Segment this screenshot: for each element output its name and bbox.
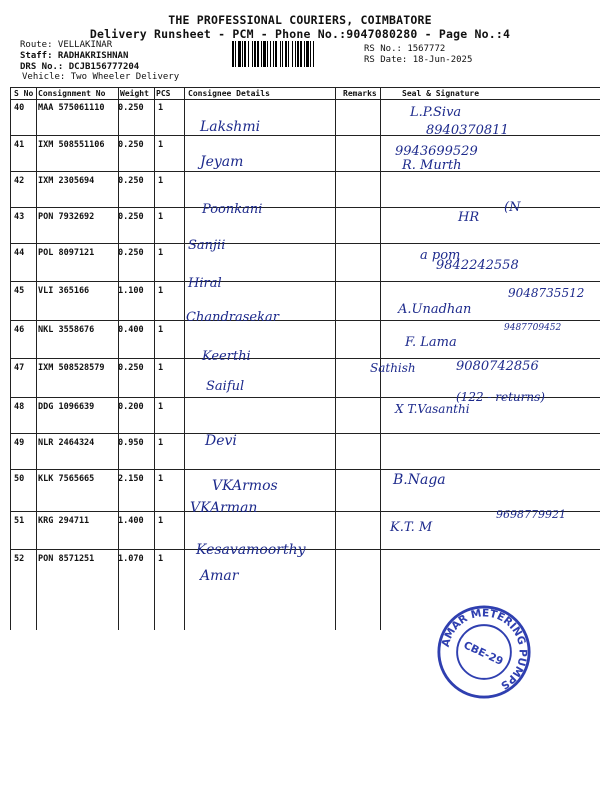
- consignee-handwriting: Amar: [200, 568, 239, 584]
- meta-left: [20, 40, 179, 83]
- consignment-number: KRG 294711: [38, 516, 90, 526]
- signature-handwriting: K.T. M: [390, 520, 433, 535]
- signature-note-handwriting: 9048735512: [508, 286, 585, 300]
- signature-note-handwriting: R. Murth: [402, 158, 462, 173]
- serial-number: 46: [14, 325, 25, 335]
- table-row: [10, 99, 600, 136]
- signature-note-handwriting: 9487709452: [504, 323, 562, 333]
- signature-note-handwriting: 9842242558: [436, 258, 519, 273]
- signature-note-handwriting: 9080742856: [456, 359, 539, 374]
- meta-right: [364, 44, 472, 66]
- col-seal-header: Seal & Signature: [402, 89, 480, 98]
- consignee-handwriting: Chandrasekar: [186, 310, 279, 325]
- weight-value: 0.400: [118, 325, 144, 335]
- consignment-number: IXM 508551106: [38, 140, 105, 150]
- staff-text: Staff: RADHAKRISHNAN: [20, 50, 129, 61]
- serial-number: 47: [14, 363, 25, 373]
- weight-value: 1.400: [118, 516, 144, 526]
- table-row: [10, 470, 600, 512]
- consignment-number: NKL 3558676: [38, 325, 95, 335]
- barcode: [232, 41, 358, 67]
- pcs-value: 1: [158, 474, 164, 484]
- signature-handwriting: B.Naga: [393, 472, 446, 488]
- col-weight-header: Weight: [120, 89, 149, 98]
- rs-date-text: RS Date: 18-Jun-2025: [364, 54, 473, 65]
- pcs-value: 1: [158, 103, 164, 113]
- pcs-value: 1: [158, 286, 164, 296]
- serial-number: 49: [14, 438, 25, 448]
- weight-value: 0.250: [118, 140, 144, 150]
- runsheet-subtitle: Delivery Runsheet - PCM - Phone No.:9047080280 - Page No.:4: [89, 27, 511, 41]
- serial-number: 45: [14, 286, 25, 296]
- consignee-handwriting: Keerthi: [202, 349, 251, 364]
- consignee-handwriting: Lakshmi: [200, 119, 261, 135]
- consignee-handwriting: Sanjii: [188, 238, 226, 253]
- weight-value: 0.250: [118, 248, 144, 258]
- weight-value: 0.200: [118, 402, 144, 412]
- weight-value: 1.100: [118, 286, 144, 296]
- vehicle-text: Vehicle: Two Wheeler Delivery: [22, 72, 180, 83]
- col-consignment-header: Consignment No: [38, 89, 106, 98]
- signature-handwriting: F. Lama: [405, 335, 457, 350]
- company-title: THE PROFESSIONAL COURIERS, COIMBATORE: [168, 13, 432, 27]
- consignment-number: IXM 508528579: [38, 363, 105, 373]
- table-row: [10, 136, 600, 172]
- signature-handwriting: X T.Vasanthi: [395, 402, 470, 416]
- table-row: [10, 434, 600, 470]
- weight-value: 0.250: [118, 103, 144, 113]
- weight-value: 0.950: [118, 438, 144, 448]
- pcs-value: 1: [158, 325, 164, 335]
- col-sno-header: S No: [14, 89, 34, 98]
- serial-number: 40: [14, 103, 25, 113]
- consignment-number: IXM 2305694: [38, 176, 95, 186]
- signature-handwriting: A.Unadhan: [398, 302, 472, 317]
- col-consignee-header: Consignee Details: [188, 89, 270, 98]
- consignee-handwriting: Poonkani: [202, 202, 263, 217]
- pcs-value: 1: [158, 363, 164, 373]
- serial-number: 52: [14, 554, 25, 564]
- consignment-number: KLK 7565665: [38, 474, 95, 484]
- serial-number: 48: [14, 402, 25, 412]
- consignment-number: NLR 2464324: [38, 438, 95, 448]
- signature-note-handwriting: 9698779921: [496, 508, 566, 521]
- signature-handwriting: Sathish: [370, 361, 416, 375]
- signature-note-handwriting: (122 - returns): [456, 390, 545, 404]
- signature-handwriting: (N: [504, 200, 521, 215]
- route-text: Route: VELLAKINAR: [20, 40, 113, 50]
- consignee-handwriting: VKArman: [190, 500, 258, 516]
- pcs-value: 1: [158, 212, 164, 222]
- pcs-value: 1: [158, 554, 164, 564]
- signature-note-handwriting: 8940370811: [426, 123, 509, 138]
- signature-handwriting: 9943699529: [395, 144, 478, 159]
- company-stamp: [436, 604, 532, 700]
- weight-value: 2.150: [118, 474, 144, 484]
- pcs-value: 1: [158, 438, 164, 448]
- stamp-ring-text: AMAR METERING PUMPS: [439, 607, 529, 692]
- consignee-handwriting: Jeyam: [200, 154, 244, 170]
- weight-value: 0.250: [118, 176, 144, 186]
- consignee-handwriting: Hiral: [188, 276, 222, 291]
- serial-number: 41: [14, 140, 25, 150]
- serial-number: 44: [14, 248, 25, 258]
- consignment-number: PON 8571251: [38, 554, 95, 564]
- signature-handwriting: HR: [458, 210, 480, 225]
- rs-no-text: RS No.: 1567772: [364, 44, 446, 54]
- weight-value: 0.250: [118, 363, 144, 373]
- pcs-value: 1: [158, 140, 164, 150]
- col-pcs-header: PCS: [156, 89, 171, 98]
- serial-number: 50: [14, 474, 25, 484]
- consignee-handwriting: VKArmos: [212, 478, 278, 494]
- serial-number: 42: [14, 176, 25, 186]
- consignee-handwriting: Devi: [205, 433, 237, 449]
- weight-value: 1.070: [118, 554, 144, 564]
- consignee-handwriting: Saiful: [206, 379, 245, 394]
- consignment-number: DDG 1096639: [38, 402, 95, 412]
- consignee-handwriting: Kesavamoorthy: [196, 542, 306, 558]
- stamp-center-text: CBE-29: [461, 639, 505, 668]
- col-remarks-header: Remarks: [343, 89, 377, 98]
- pcs-value: 1: [158, 402, 164, 412]
- serial-number: 51: [14, 516, 25, 526]
- serial-number: 43: [14, 212, 25, 222]
- consignment-number: VLI 365166: [38, 286, 90, 296]
- pcs-value: 1: [158, 516, 164, 526]
- table-top-rule: [10, 87, 600, 88]
- weight-value: 0.250: [118, 212, 144, 222]
- signature-handwriting: a pom: [420, 248, 461, 263]
- consignment-number: POL 8097121: [38, 248, 95, 258]
- signature-handwriting: L.P.Siva: [410, 105, 462, 120]
- pcs-value: 1: [158, 248, 164, 258]
- consignment-number: MAA 575061110: [38, 103, 105, 113]
- pcs-value: 1: [158, 176, 164, 186]
- drs-text: DRS No.: DCJB156777204: [20, 61, 140, 72]
- consignment-number: PON 7932692: [38, 212, 95, 222]
